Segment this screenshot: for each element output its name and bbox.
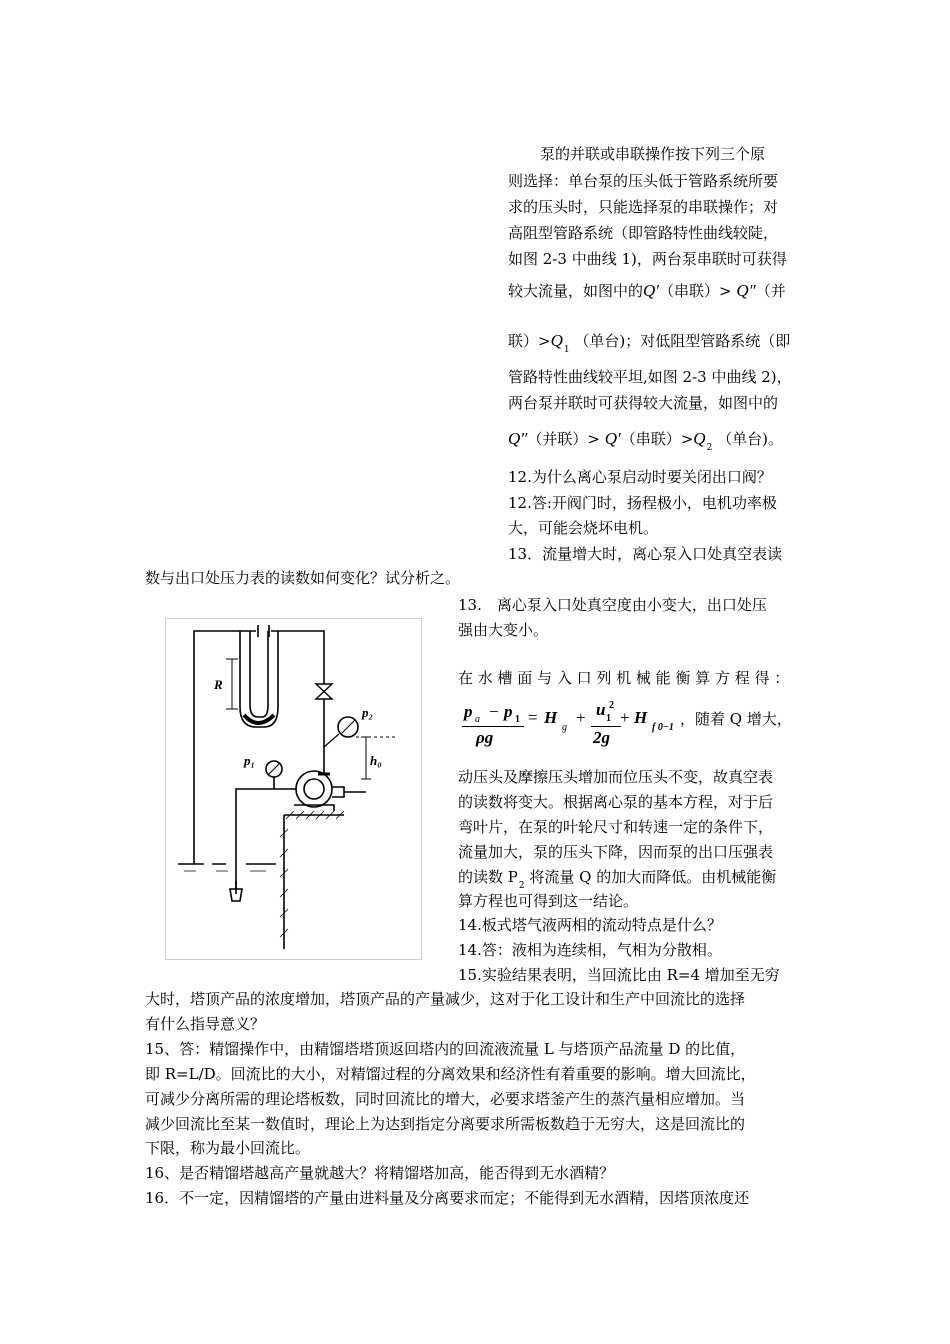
eq-u: u <box>596 700 606 719</box>
eq-u-sup: 2 <box>609 700 614 711</box>
answer-15-line: 即 R=L/D。回流比的大小，对精馏过程的分离效果和经济性有着重要的影响。增大回流比， <box>145 1065 756 1083</box>
answer-13-line: 13. 离心泵入口处真空度由小变大，出口处压 <box>458 596 767 614</box>
answer-12-line: 大，可能会烧坏电机。 <box>508 519 659 537</box>
eq-minus: − <box>489 702 499 721</box>
eq-pa-sub: a <box>475 714 480 725</box>
question-15-line: 有什么指导意义？ <box>145 1015 266 1033</box>
eq-hg: H <box>544 708 558 727</box>
text-segment: 将流量 Q 的加大而降低。由机械能衡 <box>524 868 777 886</box>
label-p2: p₂ <box>362 705 374 720</box>
energy-balance-equation <box>458 700 808 756</box>
label-h0: h₀ <box>370 753 382 768</box>
question-13-line: 数与出口处压力表的读数如何变化？试分析之。 <box>145 569 461 587</box>
answer-13-line-with-sub <box>458 866 776 891</box>
text-segment: （并 <box>755 282 786 300</box>
question-15-line: 大时，塔顶产品的浓度增加，塔顶产品的产量减少，这对于化工设计和生产中回流比的选择 <box>145 990 746 1008</box>
text-line: 高阻型管路系统（即管路特性曲线较陡， <box>508 224 779 242</box>
math-q-prime: Q′ <box>604 429 621 448</box>
text-segment: （并联）> <box>527 430 600 448</box>
eq-p1: p <box>504 702 513 721</box>
math-q2: Q <box>693 429 706 448</box>
label-p1: p₁ <box>244 753 256 768</box>
answer-15-line: 15、答：精馏操作中，由精馏塔塔顶返回塔内的回流液流量 L 与塔顶产品流量 D 的比值， <box>145 1040 746 1058</box>
text-line-with-math <box>508 428 783 453</box>
answer-13-line: 动压头及摩擦压头增加而位压头不变，故真空表 <box>458 768 774 786</box>
eq-hf: H <box>634 708 648 727</box>
eq-plus: + <box>620 708 630 727</box>
subscript: 2 <box>706 443 713 453</box>
math-q-double-prime: Q″ <box>508 429 528 448</box>
text-line: 求的压头时，只能选择泵的串联操作；对 <box>508 198 779 216</box>
fraction-bar <box>591 726 621 727</box>
eq-plus: + <box>576 708 586 727</box>
eq-hf-sub: f 0−1 <box>652 722 674 733</box>
math-q-double-prime: Q″ <box>736 281 756 300</box>
subscript: 1 <box>563 345 570 355</box>
text-segment: 联）> <box>508 332 551 350</box>
answer-13-line: 弯叶片，在泵的叶轮尺寸和转速一定的条件下， <box>458 818 774 836</box>
text-line: 如图 2-3 中曲线 1)，两台泵串联时可获得 <box>508 250 787 268</box>
math-q1: Q <box>550 331 563 350</box>
eq-tail-text: ，随着 Q 增大， <box>680 710 792 728</box>
text-segment: （单台)。 <box>717 430 783 448</box>
text-segment: 的读数 P <box>458 868 518 886</box>
answer-13-line: 流量加大，泵的压头下降，因而泵的出口压强表 <box>458 843 774 861</box>
text-segment: （串联）> <box>659 282 732 300</box>
question-14: 14.板式塔气液两相的流动特点是什么？ <box>458 916 722 934</box>
text-segment: （单台)；对低阻型管路系统（即 <box>574 332 791 350</box>
eq-rho-g: ρg <box>476 728 494 747</box>
eq-pa: p <box>464 702 473 721</box>
text-line: 两台泵并联时可获得较大流量，如图中的 <box>508 394 779 412</box>
answer-13-line: 算方程也可得到这一结论。 <box>458 892 639 910</box>
answer-15-line: 下限，称为最小回流比。 <box>145 1139 311 1157</box>
answer-15-line: 可减少分离所需的理论塔板数，同时回流比的增大，必要求塔釜产生的蒸汽量相应增加。当 <box>145 1090 746 1108</box>
text-line: 则选择：单台泵的压头低于管路系统所要 <box>508 172 779 190</box>
pump-setup-figure <box>165 618 422 960</box>
subscript: 2 <box>518 881 525 891</box>
text-line: 管路特性曲线较平坦,如图 2-3 中曲线 2)， <box>508 368 792 386</box>
question-13-line: 13．流量增大时，离心泵入口处真空表读 <box>508 545 783 563</box>
question-12: 12.为什么离心泵启动时要关闭出口阀？ <box>508 468 772 486</box>
pump-diagram <box>166 619 421 959</box>
answer-16-line: 16．不一定，因精馏塔的产量由进料量及分离要求而定；不能得到无水酒精，因塔顶浓度还 <box>145 1189 750 1207</box>
text-segment: 较大流量，如图中的 <box>508 282 644 300</box>
text-line: 泵的并联或串联操作按下列三个原 <box>540 145 766 163</box>
text-line-with-math <box>508 330 790 355</box>
eq-p1-sub: 1 <box>515 714 520 725</box>
answer-13-line: 在 水 槽 面 与 入 口 列 机 械 能 衡 算 方 程 得 ： <box>458 669 790 687</box>
answer-12-line: 12.答:开阀门时，扬程极小，电机功率极 <box>508 494 777 512</box>
math-q-prime: Q′ <box>643 281 660 300</box>
question-15-line: 15.实验结果表明，当回流比由 R=4 增加至无穷 <box>458 966 780 984</box>
eq-u-sub: 1 <box>606 713 611 724</box>
answer-14: 14.答：液相为连续相，气相为分散相。 <box>458 941 722 959</box>
text-segment: （串联）> <box>620 430 694 448</box>
eq-equals: = <box>528 708 538 727</box>
answer-15-line: 减少回流比至某一数值时，理论上为达到指定分离要求所需板数趋于无穷大，这是回流比的 <box>145 1115 746 1133</box>
fraction-bar <box>462 726 524 727</box>
question-16: 16、是否精馏塔越高产量就越大？将精馏塔加高，能否得到无水酒精？ <box>145 1164 615 1182</box>
answer-13-line: 的读数将变大。根据离心泵的基本方程，对于后 <box>458 793 774 811</box>
text-line-with-math <box>508 280 786 302</box>
answer-13-line: 强由大变小。 <box>458 621 549 639</box>
eq-hg-sub: g <box>562 722 567 733</box>
label-r: R <box>214 677 223 692</box>
eq-2g: 2g <box>593 728 610 747</box>
